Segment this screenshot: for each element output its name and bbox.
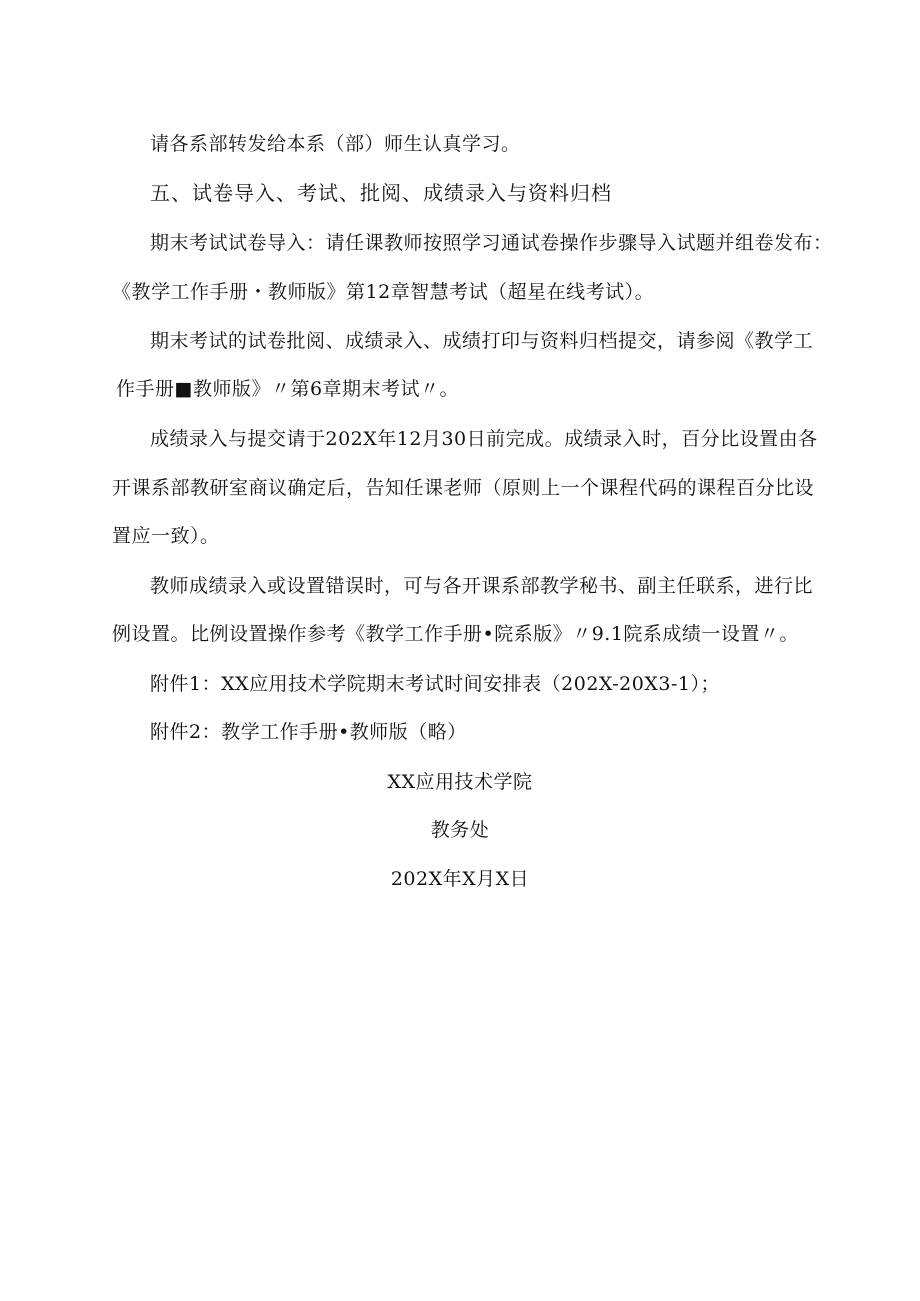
paragraph-deadline-line3: 置应一致）。: [112, 525, 220, 547]
paragraph-import-line1: 期末考试试卷导入：请任课教师按照学习通试卷操作步骤导入试题并组卷发布：: [150, 232, 833, 254]
paragraph-grading-line2: 作手册■教师版》〃第6章期末考试〃。: [116, 378, 460, 400]
paragraph-deadline-line2: 开课系部教研室商议确定后，告知任课老师（原则上一个课程代码的课程百分比设: [112, 477, 815, 499]
paragraph-errors-line1: 教师成绩录入或设置错误时，可与各开课系部教学秘书、副主任联系，进行比: [150, 575, 814, 597]
signature-date: 202X年X月X日: [390, 868, 530, 890]
paragraph-forward-notice: 请各系部转发给本系（部）师生认真学习。: [150, 133, 521, 155]
signature-office: 教务处: [430, 819, 490, 841]
paragraph-errors-line2: 例设置。比例设置操作参考《教学工作手册•院系版》〃9.1院系成绩一设置〃。: [112, 623, 799, 645]
attachment-1: 附件1：XX应用技术学院期末考试时间安排表（202X-20X3-1）；: [150, 673, 720, 695]
paragraph-deadline-line1: 成绩录入与提交请于202X年12月30日前完成。成绩录入时，百分比设置由各: [150, 428, 818, 450]
paragraph-grading-line1: 期末考试的试卷批阅、成绩录入、成绩打印与资料归档提交，请参阅《教学工: [150, 330, 814, 352]
paragraph-import-line2: 《教学工作手册・教师版》第12章智慧考试（超星在线考试）。: [112, 281, 655, 303]
signature-institution: XX应用技术学院: [387, 771, 533, 793]
attachment-2: 附件2：教学工作手册•教师版（略）: [150, 721, 467, 743]
section-heading-5: 五、试卷导入、考试、批阅、成绩录入与资料归档: [150, 181, 612, 205]
